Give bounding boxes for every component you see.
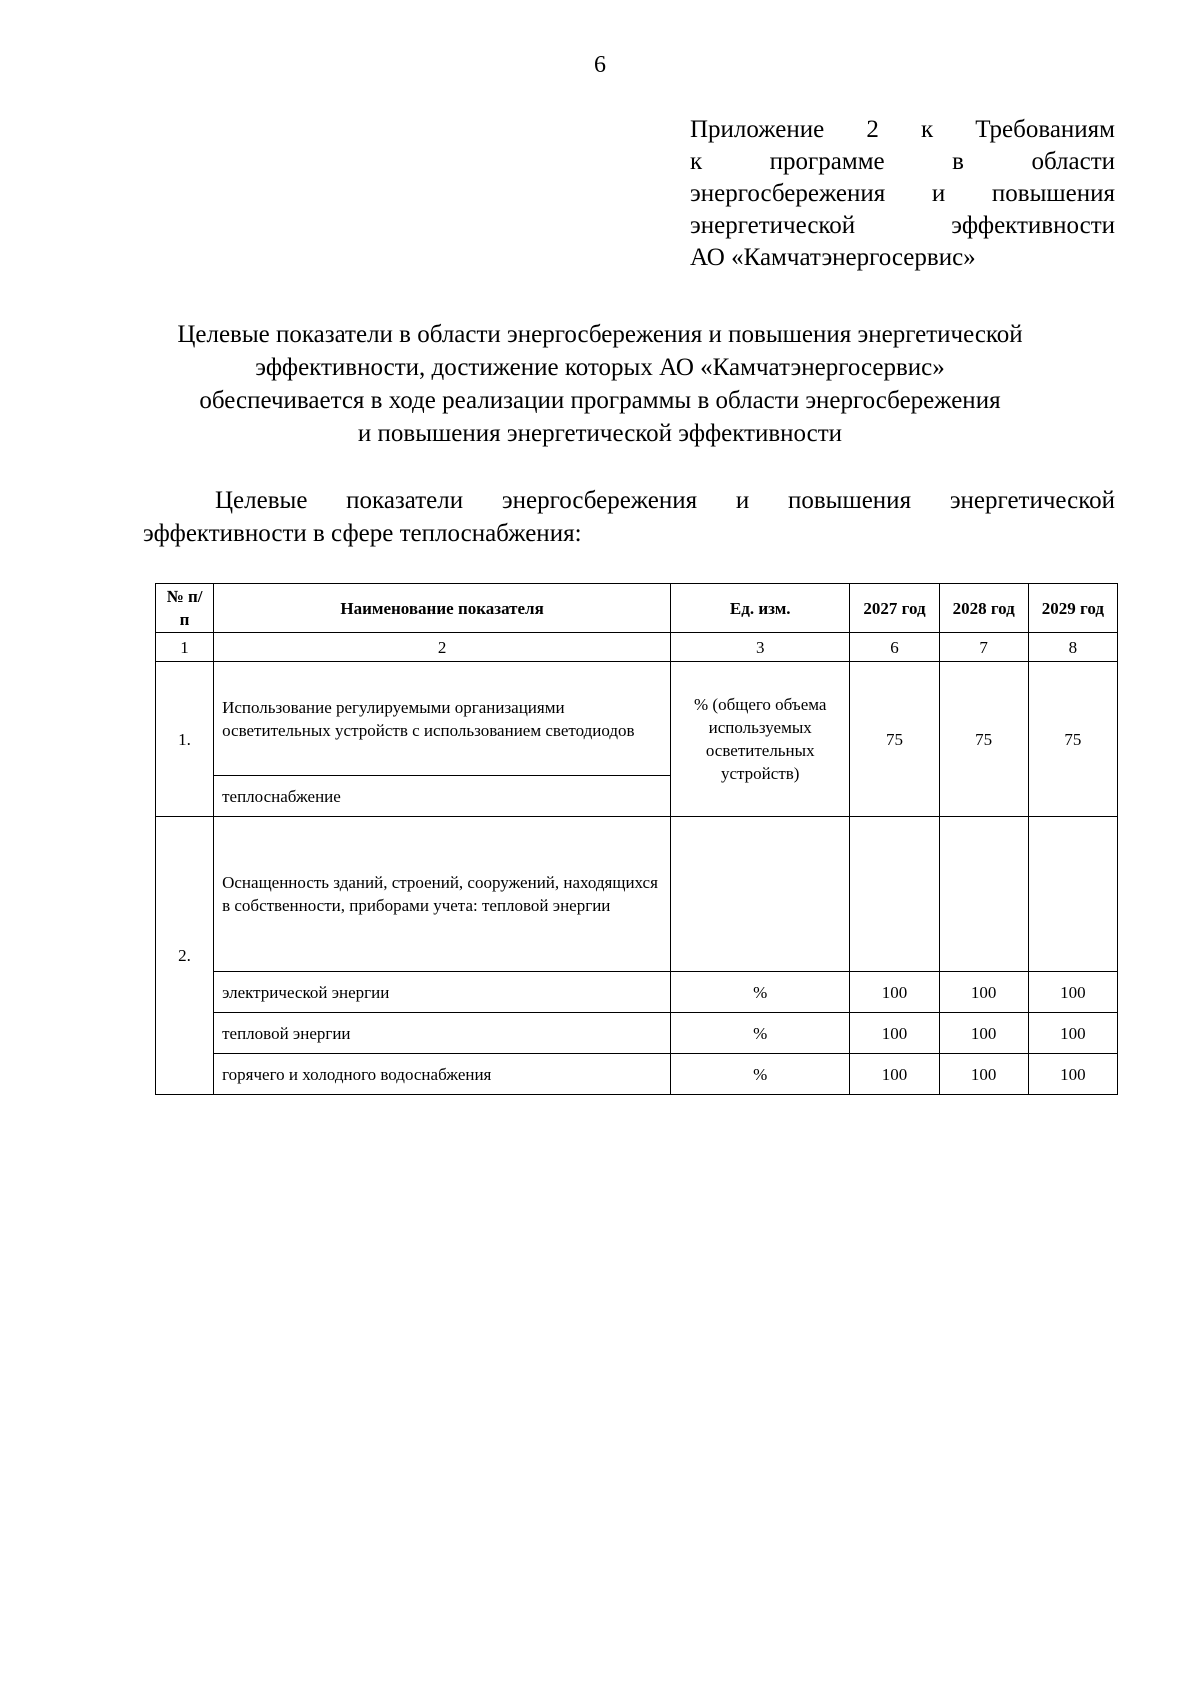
appendix-word: программе: [769, 148, 885, 175]
col-number: 7: [939, 633, 1028, 662]
unit-cell: %: [671, 1013, 850, 1054]
value-2029: [1028, 817, 1117, 972]
document-title: [110, 318, 1090, 450]
unit-cell: %: [671, 972, 850, 1013]
column-number-row: [156, 633, 1118, 662]
value-2029: 100: [1028, 1013, 1117, 1054]
value-2027: 100: [850, 1054, 939, 1095]
appendix-line: АО «Камчатэнергосервис»: [690, 244, 976, 271]
header-2029: 2029 год: [1028, 584, 1117, 633]
indicator-name: Использование регулируемыми организациями осветительных устройств с использованием светодиодов: [214, 662, 671, 776]
value-2029: 100: [1028, 1054, 1117, 1095]
appendix-word: Требованиям: [975, 116, 1116, 143]
indicator-subcategory: тепловой энергии: [214, 1013, 671, 1054]
subtitle-line: Целевые показатели энергосбережения и повышения энергетической: [215, 487, 1115, 514]
page-number: 6: [594, 52, 606, 78]
col-number: 1: [156, 633, 214, 662]
header-2027: 2027 год: [850, 584, 939, 633]
indicator-subcategory: электрической энергии: [214, 972, 671, 1013]
appendix-line: [690, 114, 1115, 146]
table-row: [156, 662, 1118, 776]
header-row: [156, 584, 1118, 633]
value-2027: 75: [850, 662, 939, 817]
appendix-reference: [690, 114, 1115, 274]
indicator-subcategory: горячего и холодного водоснабжения: [214, 1054, 671, 1095]
value-2028: [939, 817, 1028, 972]
title-line: Целевые показатели в области энергосбережения и повышения энергетической: [177, 321, 1023, 348]
indicator-name: Оснащенность зданий, строений, сооружений, находящихся в собственности, приборами учета: тепловой энергии: [214, 817, 671, 972]
header-name: Наименование показателя: [214, 584, 671, 633]
value-2028: 100: [939, 1054, 1028, 1095]
title-line: эффективности, достижение которых АО «Камчатэнергосервис»: [255, 354, 945, 381]
title-line: и повышения энергетической эффективности: [357, 420, 843, 447]
indicators-table: [155, 583, 1118, 1095]
section-subtitle: [143, 484, 1115, 550]
value-2029: 75: [1028, 662, 1117, 817]
unit-cell: % (общего объема используемых осветительных устройств): [671, 662, 850, 817]
row-number: 2.: [156, 817, 214, 1095]
row-number: 1.: [156, 662, 214, 817]
header-num: № п/п: [156, 584, 214, 633]
appendix-word: энергетической: [690, 212, 856, 239]
value-2029: 100: [1028, 972, 1117, 1013]
appendix-word: эффективности: [951, 212, 1115, 239]
value-2027: 100: [850, 972, 939, 1013]
col-number: 8: [1028, 633, 1117, 662]
value-2028: 75: [939, 662, 1028, 817]
value-2028: 100: [939, 972, 1028, 1013]
appendix-word: к: [920, 116, 934, 143]
header-2028: 2028 год: [939, 584, 1028, 633]
appendix-line: [690, 210, 1115, 242]
appendix-word: области: [1031, 148, 1116, 175]
col-number: 6: [850, 633, 939, 662]
appendix-word: и: [931, 180, 946, 207]
appendix-line: [690, 146, 1115, 178]
value-2028: 100: [939, 1013, 1028, 1054]
value-2027: [850, 817, 939, 972]
appendix-word: энергосбережения: [690, 180, 886, 207]
appendix-line: [690, 178, 1115, 210]
col-number: 2: [214, 633, 671, 662]
value-2027: 100: [850, 1013, 939, 1054]
table-row: [156, 1013, 1118, 1054]
indicator-subcategory: теплоснабжение: [214, 776, 671, 817]
subtitle-line: эффективности в сфере теплоснабжения:: [143, 520, 582, 547]
appendix-word: Приложение: [690, 116, 825, 143]
appendix-word: 2: [866, 116, 879, 143]
appendix-word: повышения: [991, 180, 1116, 207]
appendix-word: в: [952, 148, 964, 175]
table-row: [156, 1054, 1118, 1095]
col-number: 3: [671, 633, 850, 662]
table-row: [156, 972, 1118, 1013]
title-line: обеспечивается в ходе реализации программы в области энергосбережения: [199, 387, 1001, 414]
header-unit: Ед. изм.: [671, 584, 850, 633]
unit-cell: [671, 817, 850, 972]
unit-cell: %: [671, 1054, 850, 1095]
appendix-word: к: [690, 148, 703, 175]
table-row: [156, 817, 1118, 972]
